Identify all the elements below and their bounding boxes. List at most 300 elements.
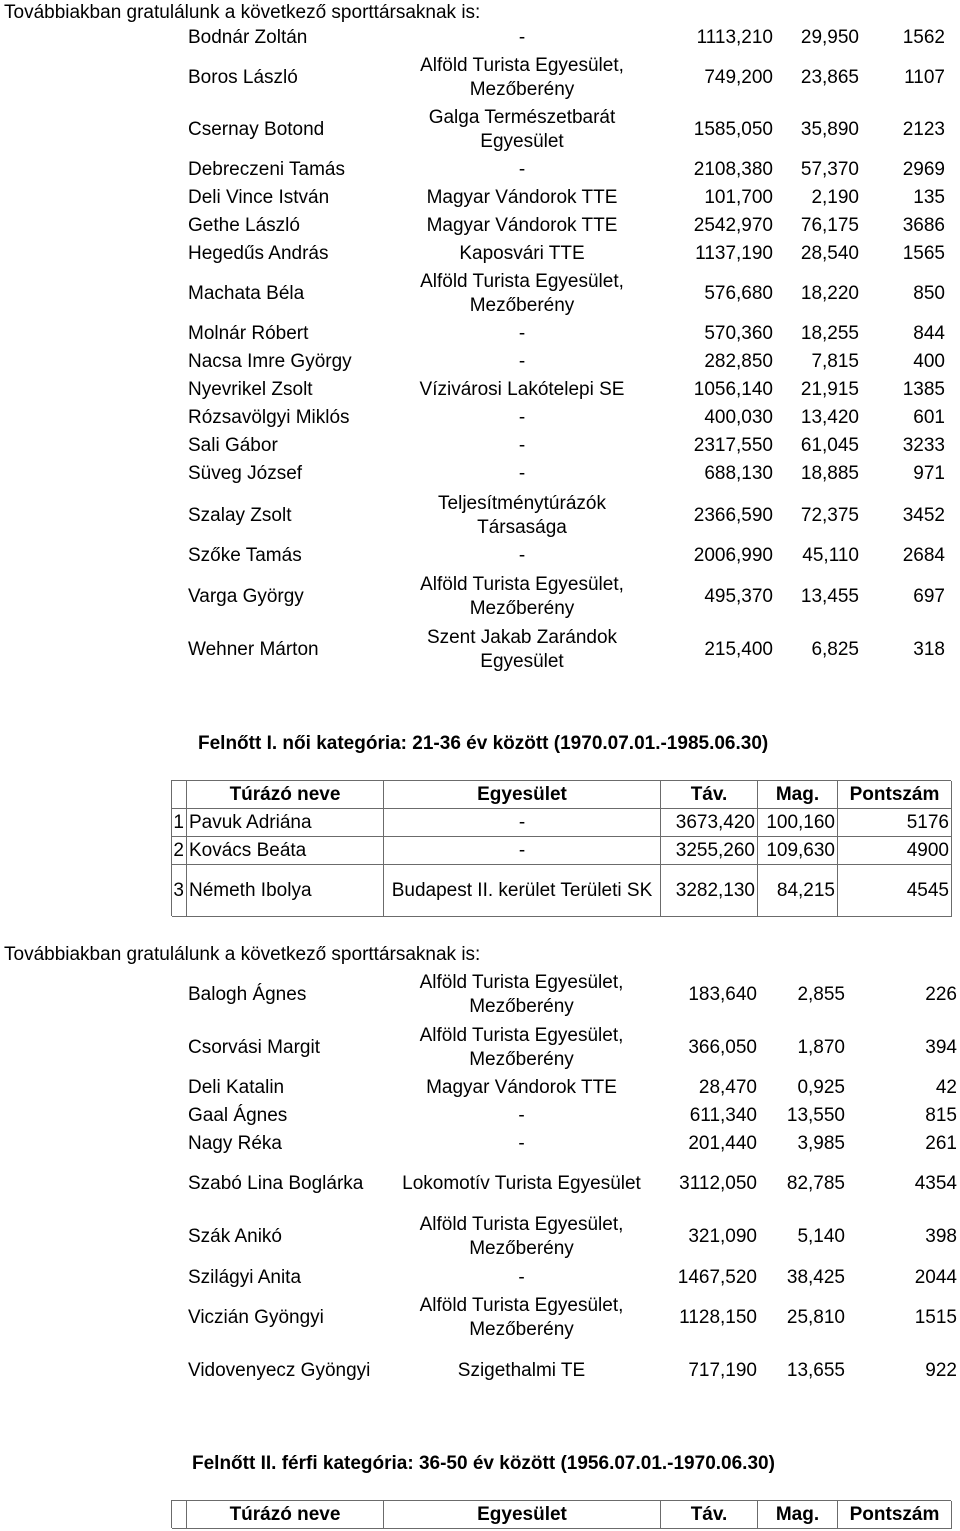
club-name-text: - [518,323,526,344]
name-cell [187,837,384,864]
distance-cell [661,865,758,916]
club-name-text: Alföld Turista Egyesület, Mezőberény [420,271,624,316]
club-name [403,348,641,376]
distance-value [660,1264,757,1292]
score-cell-text: 4545 [906,879,949,901]
list-item [0,460,960,488]
score-value-text: 2044 [914,1267,957,1288]
distance-value [660,1102,757,1130]
club-name-text: - [518,463,526,484]
elevation-value [773,490,859,542]
distance-value-text: 611,340 [689,1105,757,1126]
distance-value-text: 1128,150 [679,1307,757,1328]
tourist-name [188,376,403,404]
club-name [383,1344,660,1398]
table-row [172,809,952,837]
tourist-name-text: Nagy Réka [188,1133,282,1154]
tourist-name-text: Gaal Ágnes [188,1105,288,1126]
tourist-name [188,24,403,52]
score-value-text: 3686 [902,215,945,236]
elevation-value [773,624,859,676]
distance-value [641,156,773,184]
score-value-text: 697 [913,586,945,607]
distance-value-text: 749,200 [704,67,773,88]
score-value-text: 261 [925,1133,957,1154]
club-name [403,212,641,240]
elevation-value [757,1344,845,1398]
club-name-text: Magyar Vándorok TTE [426,215,618,236]
tourist-name [188,490,403,542]
header-score [838,781,952,808]
score-value [859,490,945,542]
distance-value [641,490,773,542]
distance-value [660,1292,757,1344]
tourist-name-text: Molnár Róbert [188,323,309,344]
tourist-name-text: Viczián Gyöngyi [188,1307,324,1328]
list-item [0,1292,960,1344]
score-value-text: 1565 [902,243,945,264]
club-name-text: Szent Jakab Zarándok Egyesület [426,627,618,672]
elevation-value [757,1264,845,1292]
score-value [859,542,945,570]
list-item [0,570,960,624]
elevation-value [773,460,859,488]
distance-value [641,240,773,268]
distance-value [641,212,773,240]
header-elevation-text: Mag. [775,783,820,805]
distance-value-text: 1113,210 [696,27,773,48]
club-name-text: Vízivárosi Lakótelepi SE [419,379,625,400]
tourist-name-text: Deli Katalin [188,1077,285,1098]
score-value [845,1130,957,1158]
club-name [383,1021,660,1074]
club-name [403,156,641,184]
club-name-text: Alföld Turista Egyesület, Mezőberény [420,55,624,100]
club-cell-text: - [518,839,526,861]
table-row [172,837,952,865]
distance-value [641,570,773,624]
elevation-value-text: 28,540 [800,243,859,264]
club-name-text: - [518,159,526,180]
score-value [859,404,945,432]
distance-value-text: 3112,050 [679,1173,757,1194]
score-value-text: 922 [925,1360,957,1381]
tourist-name-text: Gethe László [188,215,300,236]
club-name [383,1130,660,1158]
club-name [383,1102,660,1130]
score-value-text: 3452 [902,505,945,526]
score-value [859,52,945,104]
distance-value-text: 201,440 [688,1133,757,1154]
elevation-value-text: 7,815 [811,351,859,372]
elevation-value [757,1074,845,1102]
score-value-text: 400 [913,351,945,372]
score-value-text: 226 [925,983,957,1005]
list-item [0,268,960,320]
elevation-value-text: 13,550 [786,1105,845,1126]
tourist-name-text: Nacsa Imre György [188,351,352,372]
distance-value [660,1210,757,1264]
table-row [172,865,952,917]
distance-value-text: 2542,970 [693,215,773,236]
tourist-name [188,1074,388,1102]
score-value [859,212,945,240]
list-item [0,104,960,156]
rank-cell-text: 1 [173,811,184,833]
elevation-value [757,1158,845,1210]
score-value-text: 971 [913,463,945,484]
score-value [845,968,957,1021]
club-name-text: - [518,545,526,566]
elevation-cell [758,865,838,916]
list-item [0,52,960,104]
tourist-name [188,624,403,676]
score-value [859,240,945,268]
list-item [0,1158,960,1210]
score-value [859,348,945,376]
header-club [384,1501,661,1528]
distance-value-text: 1137,190 [695,243,773,264]
club-name-text: - [518,1133,525,1154]
club-name [403,376,641,404]
distance-value-text: 688,130 [704,463,773,484]
tourist-name [188,1264,388,1292]
club-cell [384,809,661,836]
club-name-text: Alföld Turista Egyesület, Mezőberény [419,971,624,1017]
tourist-name [188,1158,388,1210]
score-value [845,1158,957,1210]
score-value-text: 135 [913,187,945,208]
tourist-name [188,1210,388,1264]
score-value [845,1021,957,1074]
distance-value-text: 2006,990 [693,545,773,566]
club-name [403,490,641,542]
tourist-name [188,570,403,624]
elevation-value-text: 29,950 [800,27,859,48]
elevation-value [773,376,859,404]
club-name [403,184,641,212]
distance-value [641,432,773,460]
tourist-name [188,1344,388,1398]
distance-value [641,268,773,320]
score-cell [838,809,952,836]
elevation-value [773,348,859,376]
score-value [845,1344,957,1398]
elevation-value-text: 18,255 [800,323,859,344]
men-2-results-table [171,1500,951,1528]
distance-value-text: 1056,140 [693,379,773,400]
distance-value [641,104,773,156]
score-value [845,1210,957,1264]
tourist-name-text: Balogh Ágnes [188,983,307,1005]
list-item [0,968,960,1021]
list-item [0,490,960,542]
congrats-intro-1: Továbbiakban gratulálunk a következő sporttársaknak is: [4,2,481,23]
tourist-name-text: Süveg József [188,463,303,484]
distance-value-text: 495,370 [704,586,773,607]
club-name-text: Szigethalmi TE [457,1360,586,1381]
header-rank [172,1501,187,1528]
distance-value-text: 321,090 [688,1226,757,1247]
club-name [403,624,641,676]
club-name [383,1264,660,1292]
rank-cell [172,865,187,916]
score-value-text: 398 [925,1226,957,1247]
elevation-value-text: 57,370 [800,159,859,180]
club-name-text: - [518,407,526,428]
club-name [403,570,641,624]
tourist-name-text: Rózsavölgyi Miklós [188,407,350,428]
distance-value [660,1344,757,1398]
elevation-value-text: 82,785 [786,1173,845,1194]
header-elevation [758,781,838,808]
list-item [0,376,960,404]
name-cell-text: Kovács Beáta [189,839,307,861]
tourist-name [188,1292,388,1344]
score-value-text: 42 [935,1077,957,1098]
distance-value-text: 101,700 [704,187,773,208]
elevation-value-text: 5,140 [797,1226,845,1247]
tourist-name-text: Szabó Lina Boglárka [188,1173,364,1194]
distance-value-text: 1585,050 [693,119,773,140]
tourist-name [188,1021,388,1074]
tourist-name [188,404,403,432]
tourist-name [188,52,403,104]
header-name-text: Túrázó neve [229,1503,341,1525]
elevation-value [773,52,859,104]
club-name-text: Alföld Turista Egyesület, Mezőberény [419,1214,624,1259]
tourist-name [188,1102,388,1130]
list-item [0,156,960,184]
elevation-value-text: 18,885 [800,463,859,484]
club-name [383,1292,660,1344]
elevation-value-text: 13,655 [786,1360,845,1381]
elevation-value-text: 61,045 [800,435,859,456]
score-value-text: 601 [913,407,945,428]
club-name-text: - [518,27,526,48]
elevation-value-text: 6,825 [811,639,859,660]
distance-value [660,1074,757,1102]
distance-cell-text: 3255,260 [675,839,755,861]
club-name-text: - [518,351,526,372]
elevation-value-text: 2,855 [797,983,845,1005]
tourist-name [188,542,403,570]
score-value [845,1074,957,1102]
club-name-text: Alföld Turista Egyesület, Mezőberény [419,1024,624,1070]
tourist-name [188,320,403,348]
congrats-intro-2: Továbbiakban gratulálunk a következő sporttársaknak is: [4,944,481,965]
elevation-value [773,24,859,52]
distance-value-text: 183,640 [688,983,757,1005]
tourist-name [188,184,403,212]
header-club [384,781,661,808]
tourist-name-text: Szőke Tamás [188,545,302,566]
tourist-name [188,968,388,1021]
score-value [859,104,945,156]
list-item [0,542,960,570]
distance-value [641,542,773,570]
elevation-value [773,184,859,212]
elevation-value [773,570,859,624]
elevation-value-text: 13,455 [800,586,859,607]
elevation-value-text: 35,890 [800,119,859,140]
elevation-cell-text: 100,160 [766,811,835,833]
elevation-value-text: 18,220 [800,283,859,304]
score-value-text: 1385 [902,379,945,400]
distance-value [641,24,773,52]
score-value-text: 394 [925,1036,957,1058]
score-value-text: 844 [913,323,945,344]
distance-value [641,184,773,212]
club-name [403,460,641,488]
name-cell-text: Pavuk Adriána [189,811,312,833]
elevation-value [757,1102,845,1130]
score-value-text: 2684 [902,545,945,566]
tourist-name [188,268,403,320]
elevation-value-text: 38,425 [786,1267,845,1288]
tourist-name-text: Hegedűs András [188,243,329,264]
club-name-text: Kaposvári TTE [459,243,585,264]
elevation-value [757,1210,845,1264]
distance-value-text: 366,050 [688,1036,757,1058]
score-value-text: 815 [925,1105,957,1126]
tourist-name-text: Machata Béla [188,283,305,304]
score-value-text: 850 [913,283,945,304]
score-cell-text: 4900 [906,839,949,861]
score-value-text: 2123 [902,119,945,140]
distance-value-text: 1467,520 [677,1267,757,1288]
tourist-name [188,240,403,268]
score-value [845,1102,957,1130]
club-name [403,52,641,104]
distance-value-text: 2108,380 [693,159,773,180]
distance-value-text: 717,190 [688,1360,757,1381]
tourist-name [188,432,403,460]
header-distance [661,1501,758,1528]
header-distance-text: Táv. [690,783,728,805]
elevation-value [773,320,859,348]
score-value [859,184,945,212]
distance-value [641,52,773,104]
elevation-value [757,968,845,1021]
elevation-cell-text: 109,630 [766,839,835,861]
club-name [383,1158,660,1210]
score-value [859,624,945,676]
score-value-text: 2969 [902,159,945,180]
elevation-value [773,268,859,320]
tourist-name [188,212,403,240]
elevation-value-text: 76,175 [800,215,859,236]
club-name [403,24,641,52]
club-name [403,404,641,432]
distance-cell [661,809,758,836]
elevation-value-text: 72,375 [800,505,859,526]
distance-value-text: 2317,550 [693,435,773,456]
list-item [0,1210,960,1264]
tourist-name [188,348,403,376]
distance-value-text: 282,850 [704,351,773,372]
list-item [0,1264,960,1292]
tourist-name-text: Csernay Botond [188,119,325,140]
distance-cell [661,837,758,864]
distance-value-text: 576,680 [704,283,773,304]
elevation-value [773,212,859,240]
elevation-value [773,432,859,460]
elevation-cell [758,809,838,836]
score-value-text: 1515 [914,1307,957,1328]
header-club-text: Egyesület [477,783,567,805]
elevation-value-text: 13,420 [800,407,859,428]
elevation-value-text: 3,985 [797,1133,845,1154]
list-item [0,348,960,376]
elevation-value-text: 25,810 [786,1307,845,1328]
header-rank [172,781,187,808]
score-value [845,1264,957,1292]
name-cell-text: Németh Ibolya [189,879,312,901]
score-value [859,570,945,624]
club-name-text: Magyar Vándorok TTE [426,1077,617,1098]
distance-value [660,1130,757,1158]
header-distance [661,781,758,808]
distance-value [641,624,773,676]
list-item [0,184,960,212]
score-value-text: 3233 [902,435,945,456]
tourist-name [188,1130,388,1158]
list-item [0,240,960,268]
elevation-value [773,542,859,570]
tourist-name-text: Deli Vince István [188,187,330,208]
elevation-value-text: 45,110 [802,545,859,566]
rank-cell [172,837,187,864]
score-value [859,156,945,184]
header-club-text: Egyesület [477,1503,567,1525]
distance-value [660,1021,757,1074]
tourist-name-text: Boros László [188,67,298,88]
tourist-name-text: Vidovenyecz Gyöngyi [188,1360,371,1381]
club-name-text: - [518,1267,525,1288]
tourist-name-text: Bodnár Zoltán [188,27,308,48]
elevation-value [757,1130,845,1158]
distance-value-text: 28,470 [698,1077,757,1098]
list-item [0,24,960,52]
distance-cell-text: 3673,420 [675,811,755,833]
club-name-text: Alföld Turista Egyesület, Mezőberény [419,1295,624,1340]
rank-cell-text: 3 [173,879,184,901]
score-value-text: 4354 [914,1173,957,1194]
table-header-row [172,1501,952,1529]
header-elevation [758,1501,838,1528]
distance-value-text: 2366,590 [693,505,773,526]
club-name [383,1210,660,1264]
name-cell [187,865,384,916]
tourist-name [188,104,403,156]
distance-value [641,376,773,404]
list-item [0,320,960,348]
distance-value-text: 215,400 [704,639,773,660]
list-item [0,624,960,676]
women-category-heading: Felnőtt I. női kategória: 21-36 év között (1970.07.01.-1985.06.30) [198,733,769,754]
distance-value [641,348,773,376]
tourist-name-text: Csorvási Margit [188,1036,320,1058]
tourist-name-text: Sali Gábor [188,435,278,456]
distance-value [641,460,773,488]
score-cell-text: 5176 [906,811,949,833]
club-name-text: Alföld Turista Egyesület, Mezőberény [420,574,624,619]
score-value [859,432,945,460]
elevation-value-text: 21,915 [800,379,859,400]
score-value [859,24,945,52]
list-item [0,212,960,240]
